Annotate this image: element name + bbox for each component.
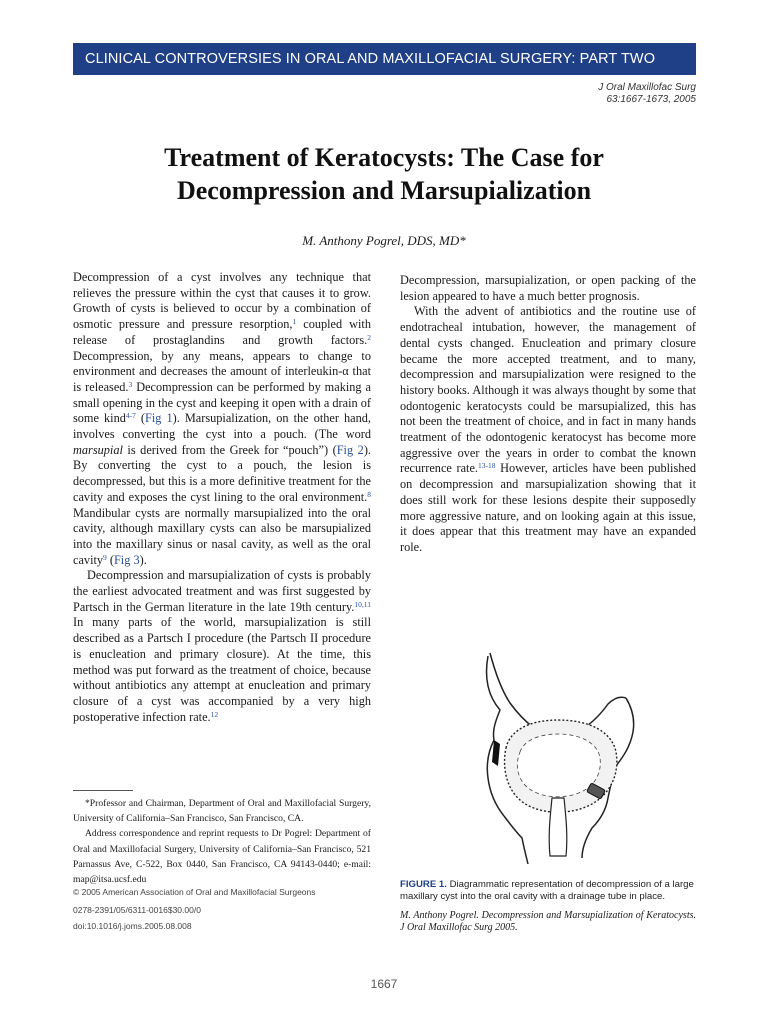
bone-marker (492, 740, 500, 766)
journal-name: J Oral Maxillofac Surg (598, 82, 696, 93)
doi-line: doi:10.1016/j.joms.2005.08.008 (73, 921, 192, 931)
reference-superscript[interactable]: 4-7 (125, 411, 136, 421)
affiliation-footnote: *Professor and Chairman, Department of Oral and Maxillofacial Surgery, University of California–San Francisco, San Francisco, CA. (73, 798, 371, 825)
cyst-inner (517, 734, 600, 797)
reference-superscript[interactable]: 13-18 (478, 461, 496, 471)
paragraph: Decompression, marsupialization, or open packing of the lesion appeared to have a much better prognosis. (400, 273, 696, 303)
figure-caption (400, 879, 696, 902)
figure-link[interactable]: Fig 1 (145, 411, 173, 426)
journal-volume: 63:1667-1673, 2005 (606, 94, 696, 105)
right-column (400, 273, 696, 556)
article-author: M. Anthony Pogrel, DDS, MD* (302, 233, 466, 248)
figure-link[interactable]: Fig 2 (336, 442, 364, 457)
copyright-line: © 2005 American Association of Oral and Maxillofacial Surgeons (73, 887, 316, 897)
paragraph: With the advent of antibiotics and the routine use of endotracheal intubation, however, the management of dental cysts changed. Enucleation and primary closure became the more accepted treatment, and to many, decompression and marsupialization were resigned to the history books. Although it was always thought by some that odontogenic keratocysts could be marsupialized, this has not been the treatment of choice, and in fact in many hands treatment of the odontogenic keratocyst has become more aggressive over the years in order to combat the known recurrence rate.$^{13-18}$ However, articles have been published on decompression and marsupialization showing that it does still work for these lesions despite their supposedly more aggressive nature, and on looking again at this issue, it does appear that this treatment may have an expanded role. (400, 304, 696, 554)
journal-reference (598, 82, 696, 106)
figure-citation: M. Anthony Pogrel. Decompression and Marsupialization of Keratocysts. J Oral Maxillofac Surg 2005. (400, 910, 696, 933)
reference-superscript[interactable]: 8 (367, 489, 371, 499)
article-title (60, 141, 708, 207)
figure-label: FIGURE 1. (400, 879, 447, 890)
reference-superscript[interactable]: 10,11 (354, 599, 371, 609)
title-line-1: Treatment of Keratocysts: The Case for (164, 143, 604, 172)
maxillary-cyst-diagram (470, 648, 650, 870)
figure-link[interactable]: Fig 3 (113, 552, 140, 567)
correspondence-footnote: Address correspondence and reprint requests to Dr Pogrel: Department of Oral and Maxillofacial Surgery, University of California–San Francisco, 521 Parnassus Ave, C-522, Box 0440, San Francisco, CA 94143-0440; e-mail: map@itsa.ucsf.edu (73, 828, 371, 886)
reference-superscript[interactable]: 2 (367, 332, 371, 342)
page-number: 1667 (370, 977, 398, 991)
paragraph: Decompression and marsupialization of cysts is probably the earliest advocated treatment and was first suggested by Partsch in the German literature in the late 19th century.$^{10,11}$ In many parts of the world, marsupialization is still described as a Partsch I procedure (the Partsch II procedure is enucleation and primary closure). At the time, this method was put forward as the treatment of choice, because without antibiotics any attempt at enucleation and primary closure of a cyst was accompanied by a very high postoperative infection rate.$^{12}$ (73, 568, 371, 724)
reference-superscript[interactable]: 12 (210, 709, 219, 719)
series-banner: CLINICAL CONTROVERSIES IN ORAL AND MAXILLOFACIAL SURGERY: PART TWO (73, 43, 696, 75)
palate-right (582, 798, 608, 858)
issn-line: 0278-2391/05/6311-0016$30.00/0 (73, 905, 201, 915)
footnotes (73, 796, 371, 887)
left-column (73, 270, 371, 725)
emphasis: marsupial (73, 442, 123, 457)
reference-superscript[interactable]: 9 (103, 552, 107, 562)
footnote-rule (73, 790, 133, 791)
reference-superscript[interactable]: 3 (128, 379, 133, 389)
orbit-outline (487, 656, 501, 740)
tooth-root (549, 798, 567, 856)
palate-left (504, 816, 528, 864)
figure-caption-text: Diagrammatic representation of decompression of a large maxillary cyst into the oral cavity with a drainage tube in place. (400, 879, 694, 902)
reference-superscript[interactable]: 1 (292, 317, 297, 327)
paragraph: Decompression of a cyst involves any technique that relieves the pressure within the cyst that causes it to grow. Growth of cysts is believed to occur by a combination of osmotic pressure and pressure resorption,$^1$ coupled with release of prostaglandins and growth factors.$^2$ Decompression, by any means, appears to change to environment and decreases the amount of interleukin-α that is released.$^3$ Decompression can be performed by making a small opening in the cyst and keeping it open with a drain of some kind$^{4-7}$ (Fig 1). Marsupialization, on the other hand, involves converting the cyst into a pouch. (The word marsupial is derived from the Greek for “pouch”) (Fig 2). By converting the cyst to a pouch, the lesion is decompressed, but this is a more definitive treatment for the cavity and exposes the cyst lining to the oral environment.$^8$ Mandibular cysts are normally marsupialized into the oral cavity, although maxillary cysts can also be marsupialized into the maxillary sinus or nasal cavity, as well as the oral cavity$^9$ (Fig 3). (73, 270, 371, 567)
title-line-2: Decompression and Marsupialization (176, 176, 592, 205)
